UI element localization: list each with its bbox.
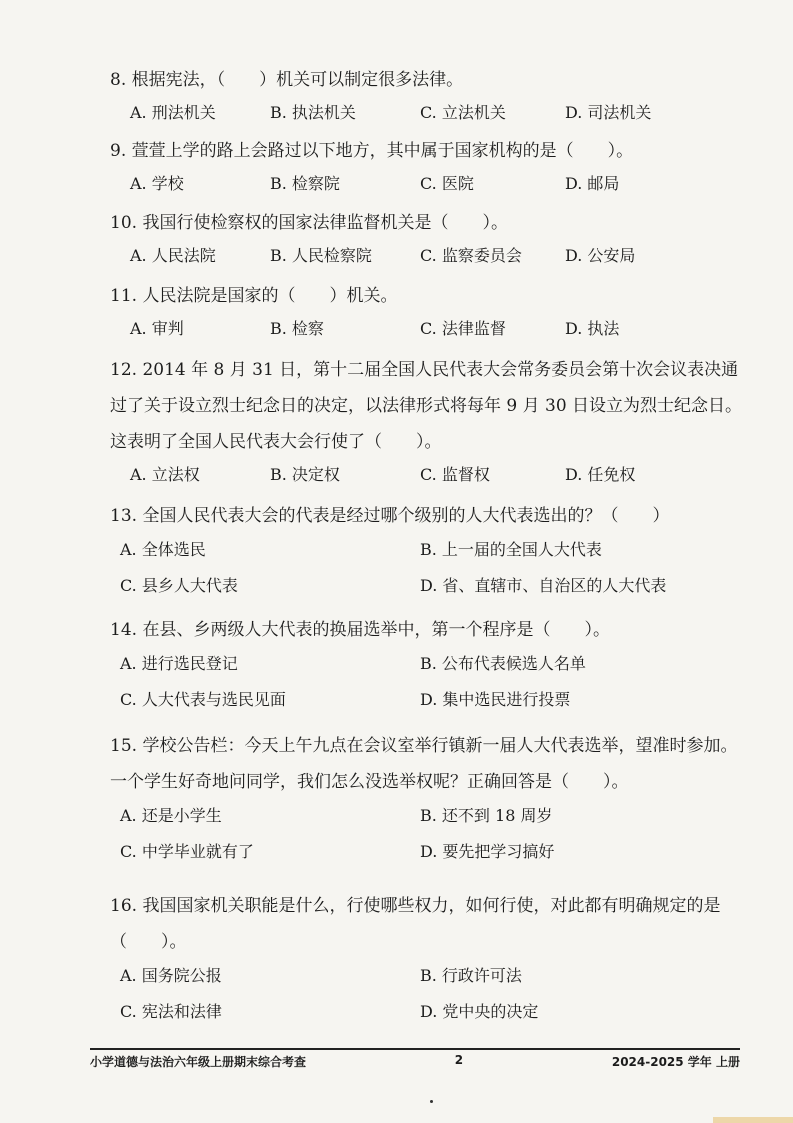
page-footer [90, 1048, 740, 1070]
options [130, 98, 750, 128]
option-a: A. 进行选民登记 [120, 654, 238, 673]
question-11 [110, 278, 750, 344]
option-d: D. 执法 [565, 319, 620, 338]
option-b: B. 检察院 [270, 174, 340, 193]
option-c: C. 县乡人大代表 [120, 576, 238, 595]
option-c: C. 监察委员会 [420, 246, 522, 265]
footer-page-number: 2 [454, 1053, 464, 1067]
question-16 [110, 888, 750, 1028]
question-stem: 14. 在县、乡两级人大代表的换届选举中，第一个程序是（ ）。 [110, 620, 610, 640]
question-stem: 11. 人民法院是国家的（ ）机关。 [110, 286, 398, 306]
options [120, 800, 750, 868]
options [120, 534, 750, 602]
question-8 [110, 62, 750, 128]
option-d: D. 集中选民进行投票 [420, 690, 571, 709]
question-14 [110, 612, 750, 716]
option-b: B. 行政许可法 [420, 966, 522, 985]
option-a: A. 国务院公报 [120, 966, 222, 985]
question-stem: 10. 我国行使检察权的国家法律监督机关是（ ）。 [110, 213, 508, 233]
option-a: A. 人民法院 [130, 246, 216, 265]
option-d: D. 邮局 [565, 174, 620, 193]
option-a: A. 学校 [130, 174, 184, 193]
options [120, 960, 750, 1028]
question-stem: 8. 根据宪法，（ ）机关可以制定很多法律。 [110, 70, 464, 90]
options [130, 460, 750, 490]
option-d: D. 要先把学习搞好 [420, 842, 555, 861]
question-15 [110, 728, 750, 868]
option-a: A. 刑法机关 [130, 103, 216, 122]
option-b: B. 人民检察院 [270, 246, 372, 265]
option-b: B. 检察 [270, 319, 324, 338]
question-stem: 12. 2014 年 8 月 31 日，第十二届全国人民代表大会常务委员会第十次会议表决通过了关于设立烈士纪念日的决定，以法律形式将每年 9 月 30 日设立为烈士纪念日。这表明了全国人民代表大会行使了（ ）。 [110, 360, 743, 452]
question-stem: 9. 萱萱上学的路上会路过以下地方，其中属于国家机构的是（ ）。 [110, 141, 634, 161]
corner-smudge [713, 1117, 793, 1123]
option-b: B. 执法机关 [270, 103, 356, 122]
question-12 [110, 352, 750, 490]
option-c: C. 宪法和法律 [120, 1002, 222, 1021]
options [130, 169, 750, 199]
options [130, 314, 750, 344]
option-c: C. 医院 [420, 174, 474, 193]
question-stem: 13. 全国人民代表大会的代表是经过哪个级别的人大代表选出的？（ ） [110, 506, 670, 526]
option-b: B. 上一届的全国人大代表 [420, 540, 602, 559]
question-stem: 15. 学校公告栏：今天上午九点在会议室举行镇新一届人大代表选举，望准时参加。一个学生好奇地问同学，我们怎么没选举权呢？正确回答是（ ）。 [110, 736, 738, 792]
footer-course-title: 小学道德与法治六年级上册期末综合考查 [90, 1055, 307, 1069]
question-stem: 16. 我国国家机关职能是什么，行使哪些权力，如何行使，对此都有明确规定的是（ ）。 [110, 896, 721, 952]
option-d: D. 公安局 [565, 246, 636, 265]
option-c: C. 中学毕业就有了 [120, 842, 254, 861]
question-9 [110, 133, 750, 199]
option-d: D. 任免权 [565, 465, 636, 484]
options [120, 648, 750, 716]
option-d: D. 党中央的决定 [420, 1002, 539, 1021]
option-b: B. 决定权 [270, 465, 340, 484]
option-b: B. 公布代表候选人名单 [420, 654, 586, 673]
stray-dot [430, 1100, 433, 1103]
option-a: A. 全体选民 [120, 540, 206, 559]
options [130, 241, 750, 271]
footer-school-year: 2024-2025 学年 上册 [611, 1055, 740, 1069]
option-a: A. 立法权 [130, 465, 200, 484]
option-a: A. 审判 [130, 319, 184, 338]
option-c: C. 法律监督 [420, 319, 506, 338]
option-d: D. 省、直辖市、自治区的人大代表 [420, 576, 667, 595]
option-c: C. 立法机关 [420, 103, 506, 122]
option-b: B. 还不到 18 周岁 [420, 806, 553, 825]
option-a: A. 还是小学生 [120, 806, 222, 825]
option-d: D. 司法机关 [565, 103, 652, 122]
option-c: C. 人大代表与选民见面 [120, 690, 286, 709]
question-10 [110, 205, 750, 271]
option-c: C. 监督权 [420, 465, 490, 484]
question-13 [110, 498, 750, 602]
